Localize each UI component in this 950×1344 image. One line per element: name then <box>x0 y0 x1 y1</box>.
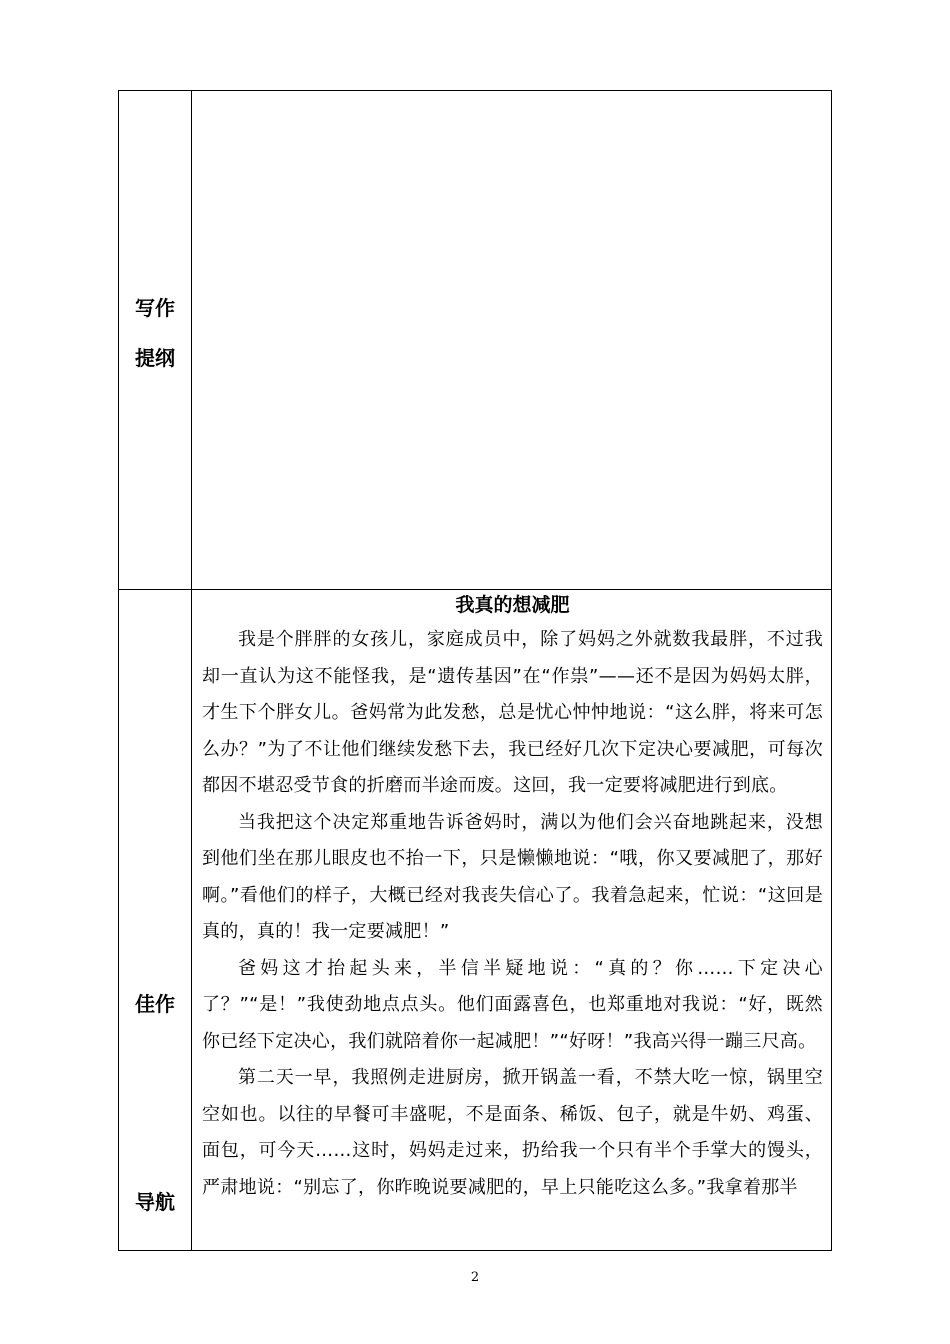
page-number: 2 <box>470 1270 480 1285</box>
worksheet-table <box>118 90 832 1251</box>
essay-body <box>192 590 831 1206</box>
essay-row <box>119 590 832 1251</box>
essay-label-line1: 佳作 <box>135 992 175 1016</box>
essay-paragraph-3: 爸妈这才抬起头来，半信半疑地说：“真的？你……下定决心了？”“是！”我使劲地点点头。他们面露喜色，也郑重地对我说：“好，既然你已经下定决心，我们就陪着你一起减肥！”“好呀！”我高兴得一蹦三尺高。 <box>202 957 823 1052</box>
essay-label-cell <box>119 590 192 1251</box>
essay-title: 我真的想减肥 <box>455 594 570 616</box>
outline-row <box>119 91 832 590</box>
outline-label-cell <box>119 91 192 590</box>
essay-paragraph-1: 我是个胖胖的女孩儿，家庭成员中，除了妈妈之外就数我最胖，不过我却一直认为这不能怪我，是“遗传基因”在“作祟”——还不是因为妈妈太胖，才生下个胖女儿。爸妈常为此发愁，总是忧心忡忡地说：“这么胖，将来可怎么办？”为了不让他们继续发愁下去，我已经好几次下定决心要减肥，可每次都因不堪忍受节食的折磨而半途而废。这回，我一定要将减肥进行到底。 <box>202 629 823 796</box>
essay-paragraph-4: 第二天一早，我照例走进厨房，掀开锅盖一看，不禁大吃一惊，锅里空空如也。以往的早餐可丰盛呢，不是面条、稀饭、包子，就是牛奶、鸡蛋、面包，可今天……这时，妈妈走过来，扔给我一个只有半个手掌大的馒头，严肃地说：“别忘了，你昨晚说要减肥的，早上只能吃这么多。”我拿着那半 <box>202 1067 823 1198</box>
essay-label-line2: 导航 <box>135 1190 175 1214</box>
outline-label-line1: 写作 <box>135 296 175 320</box>
essay-paragraph-2: 当我把这个决定郑重地告诉爸妈时，满以为他们会兴奋地跳起来，没想到他们坐在那儿眼皮也不抬一下，只是懒懒地说：“哦，你又要减肥了，那好啊。”看他们的样子，大概已经对我丧失信心了。我着急起来，忙说：“这回是真的，真的！我一定要减肥！” <box>202 811 823 942</box>
worksheet-table-container <box>118 90 832 1251</box>
essay-content-cell <box>192 590 832 1251</box>
outline-label-line2: 提纲 <box>135 346 175 370</box>
outline-content-cell <box>192 91 832 590</box>
